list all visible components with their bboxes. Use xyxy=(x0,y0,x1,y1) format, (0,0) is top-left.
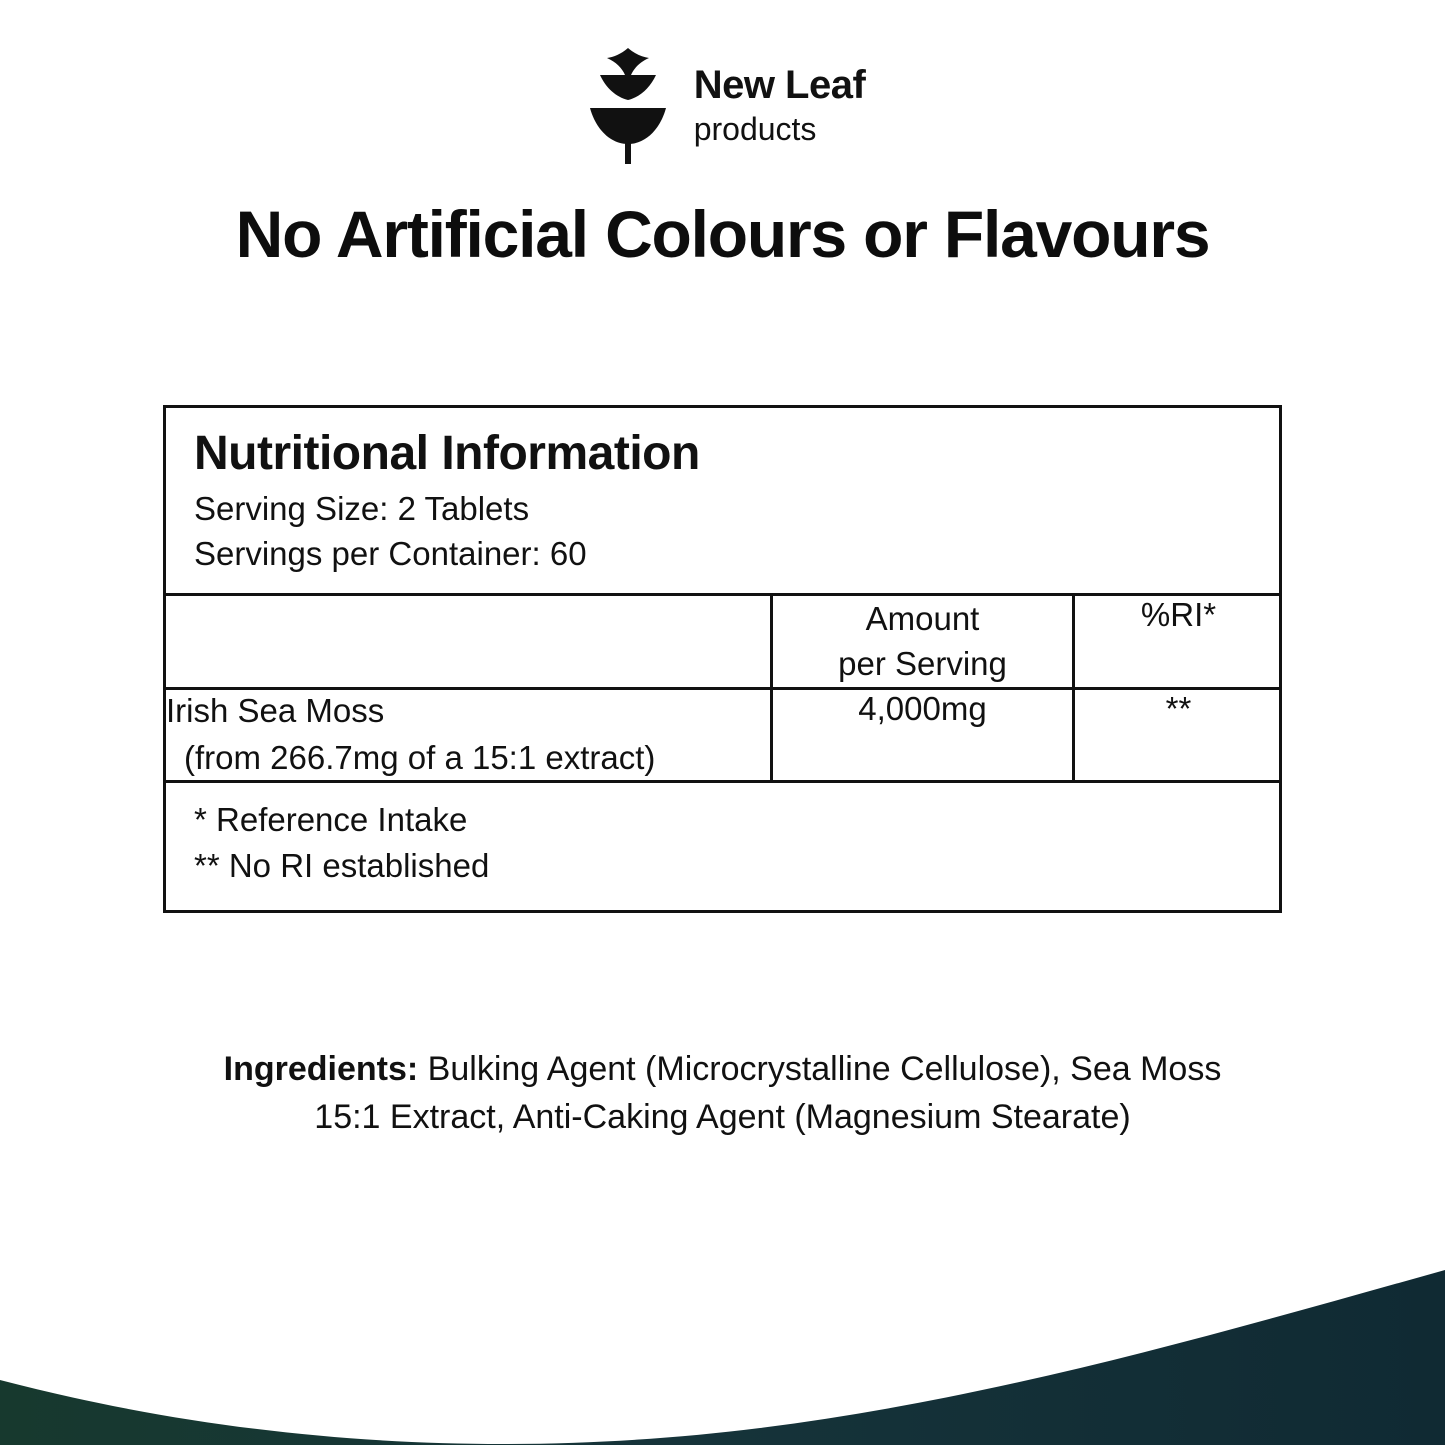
nutrient-detail: (from 266.7mg of a 15:1 extract) xyxy=(184,738,656,776)
table-header-row xyxy=(166,594,1282,688)
footnote-no-ri: ** No RI established xyxy=(194,847,490,885)
nutrient-amount: 4,000mg xyxy=(772,688,1074,779)
nutrition-panel xyxy=(163,405,1282,913)
servings-per-container: Servings per Container: 60 xyxy=(194,534,587,572)
table-row xyxy=(166,688,1282,779)
ingredients-text: Bulking Agent (Microcrystalline Cellulose), Sea Moss 15:1 Extract, Anti-Caking Agent (Magnesium Stearate) xyxy=(314,1050,1222,1137)
header-cell-blank xyxy=(166,594,772,688)
header-cell-ri: %RI* xyxy=(1074,594,1283,688)
nutrient-name: Irish Sea Moss xyxy=(166,691,385,729)
serving-size: Serving Size: 2 Tablets xyxy=(194,490,530,527)
header-cell-amount xyxy=(772,594,1074,688)
footnote-reference-intake: * Reference Intake xyxy=(194,800,468,838)
ingredients-block xyxy=(200,1045,1245,1142)
leaf-tree-logo-icon xyxy=(580,46,676,164)
brand-subtitle: products xyxy=(693,111,817,147)
nutrition-footnotes xyxy=(166,780,1279,911)
header-amount-line2: per Serving xyxy=(838,645,1007,683)
nutrition-panel-header xyxy=(166,408,1279,593)
brand-name: New Leaf xyxy=(693,63,866,107)
page-title: No Artificial Colours or Flavours xyxy=(235,197,1210,271)
nutrition-table xyxy=(166,593,1282,780)
ingredients-label: Ingredients: xyxy=(223,1050,419,1088)
nutrient-ri: ** xyxy=(1074,688,1283,779)
brand-header xyxy=(0,46,1445,164)
header-amount-line1: Amount xyxy=(865,599,980,637)
nutrient-name-cell xyxy=(166,688,772,779)
nutrition-title: Nutritional Information xyxy=(194,427,700,480)
bottom-wave-decoration xyxy=(0,1270,1445,1445)
brand-wordmark xyxy=(694,65,866,145)
